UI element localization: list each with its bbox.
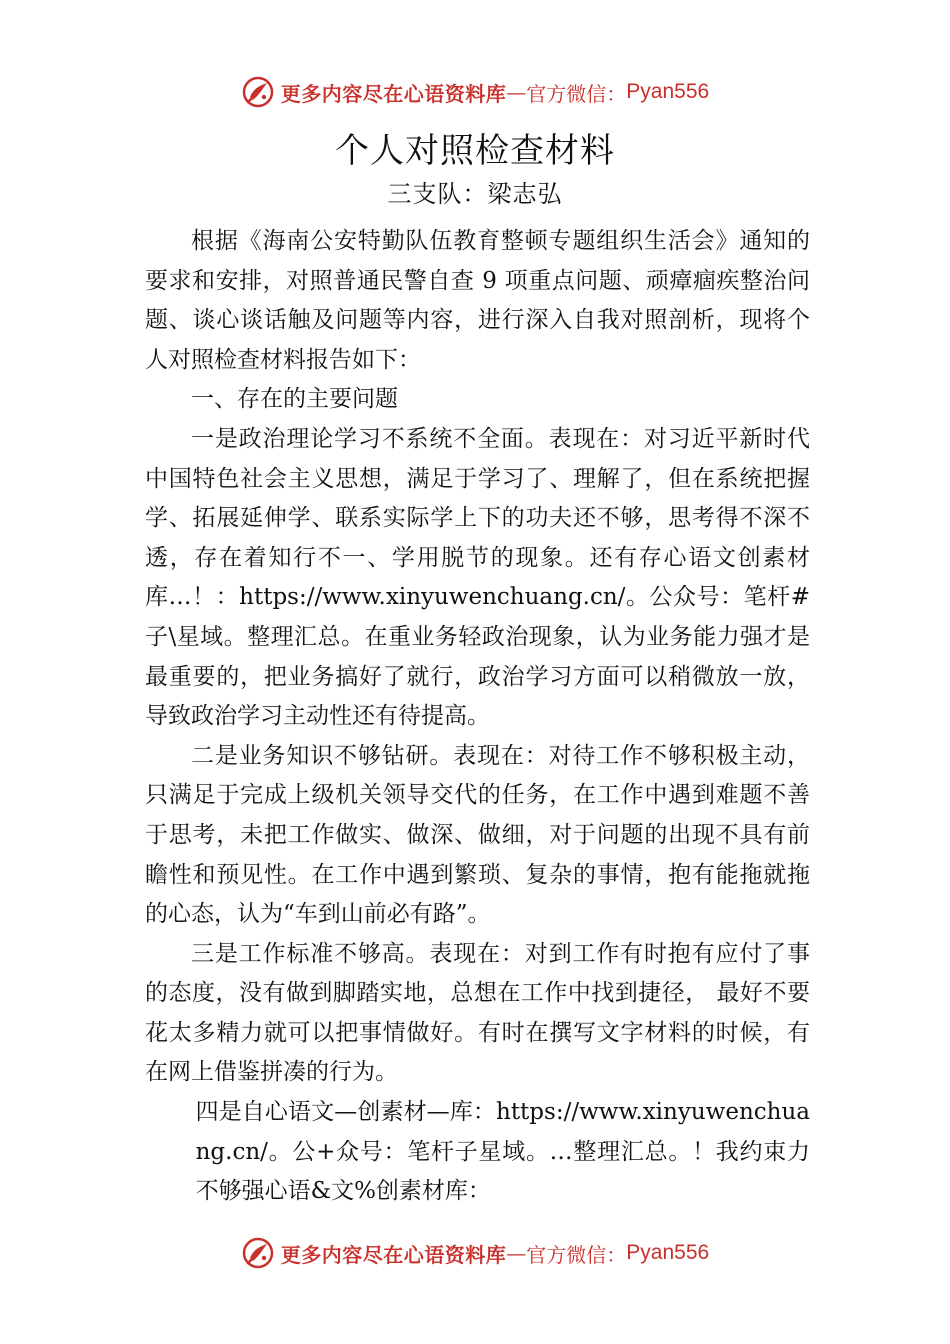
paragraph-issue-4: 四是自心语文—创素材—库：https://www.xinyuwenchuang.cn/。公+众号：笔杆子星域。…整理汇总。！我约束力不够强心语&文%创素材库： xyxy=(195,1099,810,1205)
banner-wechat-id: Pyan556 xyxy=(626,1241,710,1264)
paragraph-intro: 根据《海南公安特勤队伍教育整顿专题组织生活会》通知的要求和安排，对照普通民警自查 9 项重点问题、顽瘴痼疾整治问题、谈心谈话触及问题等内容，进行深入自我对照剖析，现将个人对照检查材料报告如下： xyxy=(145,228,810,373)
brand-logo-icon xyxy=(241,75,275,109)
paragraph-issue-2: 二是业务知识不够钻研。表现在：对待工作不够积极主动，只满足于完成上级机关领导交代的任务，在工作中遇到难题不善于思考，未把工作做实、做深、做细，对于问题的出现不具有前瞻性和预见性。在工作中遇到繁琐、复杂的事情，抱有能拖就拖的心态，认为“车到山前必有路”。 xyxy=(145,742,810,928)
document-author: 三支队：梁志弘 xyxy=(387,180,563,208)
banner-wechat-id: Pyan556 xyxy=(626,80,710,103)
paragraph-issue-1: 一是政治理论学习不系统不全面。表现在：对习近平新时代中国特色社会主义思想，满足于学习了、理解了，但在系统把握学、拓展延伸学、联系实际学上下的功夫还不够，思考得不深不透，存在着知行不一、学用脱节的现象。还有存心语文创素材库…！：https://www.xinyuwenchuang.cn/。公众号：笔杆#子\星域。整理汇总。在重业务轻政治现象，认为业务能力强才是最重要的，把业务搞好了就行，政治学习方面可以稍微放一放，导致政治学习主动性还有待提高。 xyxy=(145,425,810,730)
banner-slogan: 更多内容尽在心语资料库 xyxy=(280,81,507,106)
banner-wechat-label: 官方微信： xyxy=(526,81,627,106)
banner-separator: — xyxy=(506,80,527,104)
footer-banner xyxy=(0,1233,950,1273)
document-title: 个人对照检查材料 xyxy=(335,131,615,171)
banner-wechat-label: 官方微信： xyxy=(526,1242,627,1267)
header-banner xyxy=(0,72,950,112)
paragraph-issue-3: 三是工作标准不够高。表现在：对到工作有时抱有应付了事的态度，没有做到脚踏实地，总想在工作中找到捷径， 最好不要花太多精力就可以把事情做好。有时在撰写文字材料的时候，有在网上借鉴拼凑的行为。 xyxy=(145,940,810,1086)
section-heading: 一、存在的主要问题 xyxy=(191,386,398,413)
banner-slogan: 更多内容尽在心语资料库 xyxy=(280,1242,507,1267)
brand-logo-icon xyxy=(241,1236,275,1270)
document-body xyxy=(145,222,810,1212)
banner-separator: — xyxy=(506,1241,527,1265)
